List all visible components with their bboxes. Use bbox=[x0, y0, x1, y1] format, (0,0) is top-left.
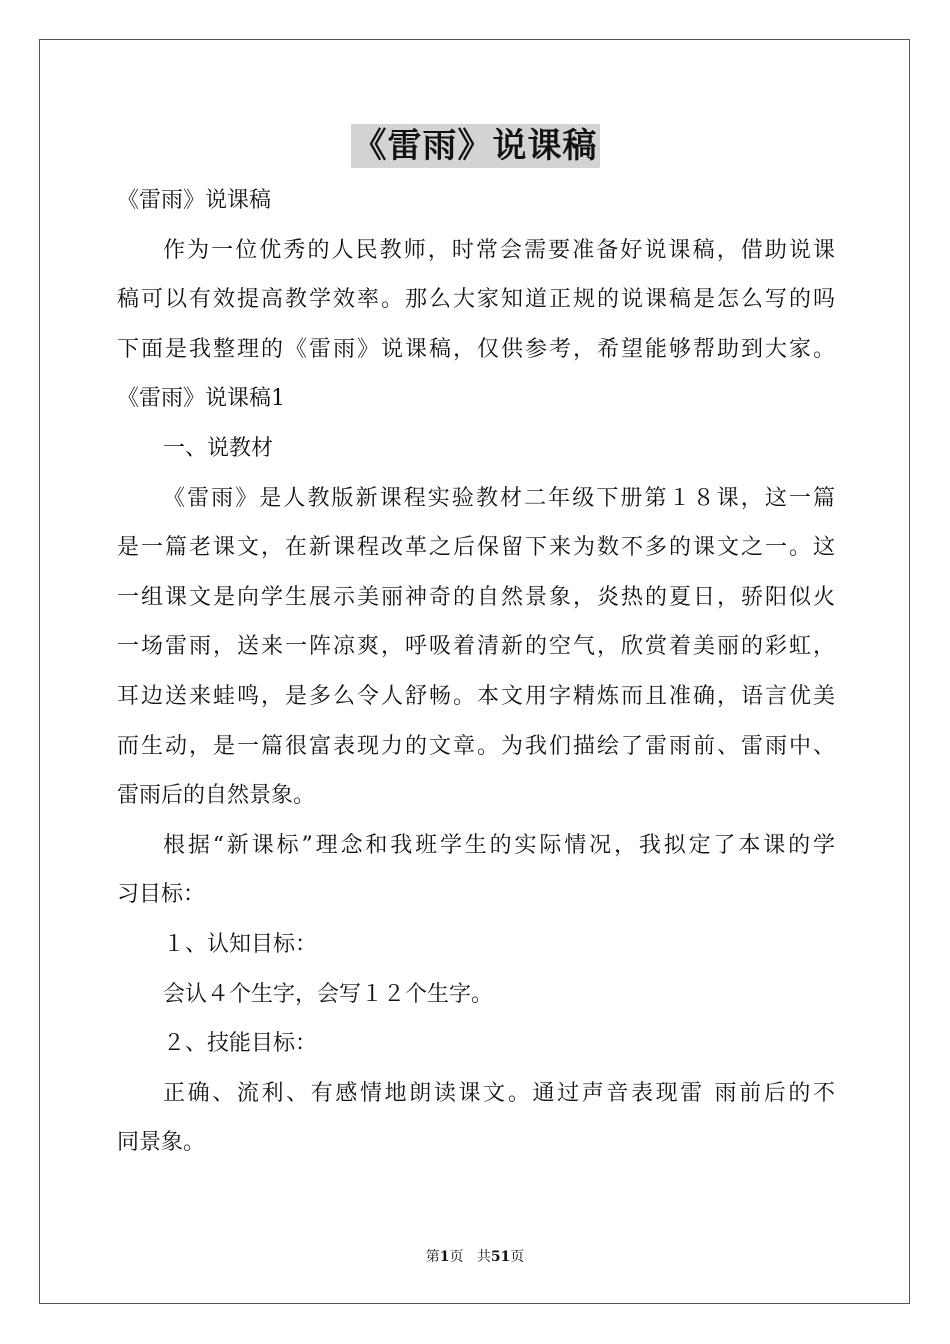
body-line: 《雷雨》说课稿 bbox=[117, 188, 272, 213]
body-line: 会认４个生字，会写１２个生字。 bbox=[163, 981, 494, 1007]
section-heading: 《雷雨》说课稿1 bbox=[117, 386, 285, 412]
body-line: 根据“新课标”理念和我班学生的实际情况，我拟定了本课的学 bbox=[163, 832, 835, 858]
body-line: 而生动，是一篇很富表现力的文章。为我们描绘了雷雨前、雷雨中、 bbox=[117, 733, 835, 759]
body-line: 一组课文是向学生展示美丽神奇的自然景象，炎热的夏日，骄阳似火 bbox=[117, 584, 835, 610]
page-footer bbox=[0, 1246, 950, 1266]
page-suffix: 页 bbox=[449, 1249, 464, 1265]
page-prefix: 第 bbox=[425, 1249, 440, 1265]
list-heading: ２、技能目标： bbox=[163, 1031, 318, 1057]
document-body bbox=[117, 176, 835, 1168]
total-prefix: 共 bbox=[476, 1249, 491, 1265]
total-suffix: 页 bbox=[510, 1249, 525, 1265]
body-line: 正确、流利、有感情地朗读课文。通过声音表现雷 雨前后的不 bbox=[163, 1080, 835, 1106]
body-line: 稿可以有效提高教学效率。那么大家知道正规的说课稿是怎么写的吗 bbox=[117, 287, 835, 313]
body-line: 一场雷雨，送来一阵凉爽，呼吸着清新的空气，欣赏着美丽的彩虹， bbox=[117, 634, 835, 660]
list-heading: １、认知目标： bbox=[163, 931, 318, 957]
subsection-heading: 一、说教材 bbox=[163, 435, 274, 461]
body-line: 下面是我整理的《雷雨》说课稿，仅供参考，希望能够帮助到大家。 bbox=[117, 336, 835, 362]
body-line: 是一篇老课文，在新课程改革之后保留下来为数不多的课文之一。这 bbox=[117, 535, 835, 561]
body-line: 习目标： bbox=[117, 882, 206, 908]
page-number: 1 bbox=[439, 1249, 450, 1265]
total-pages: 51 bbox=[490, 1249, 511, 1265]
body-line: 雷雨后的自然景象。 bbox=[117, 783, 316, 809]
title-container bbox=[0, 124, 950, 168]
document-title: 《雷雨》说课稿 bbox=[352, 126, 598, 166]
body-line: 耳边送来蛙鸣，是多么令人舒畅。本文用字精炼而且准确，语言优美 bbox=[117, 683, 835, 709]
body-line: 《雷雨》是人教版新课程实验教材二年级下册第１８课，这一篇 bbox=[163, 485, 835, 511]
body-line: 作为一位优秀的人民教师，时常会需要准备好说课稿，借助说课 bbox=[163, 237, 835, 263]
body-line: 同景象。 bbox=[117, 1130, 206, 1156]
